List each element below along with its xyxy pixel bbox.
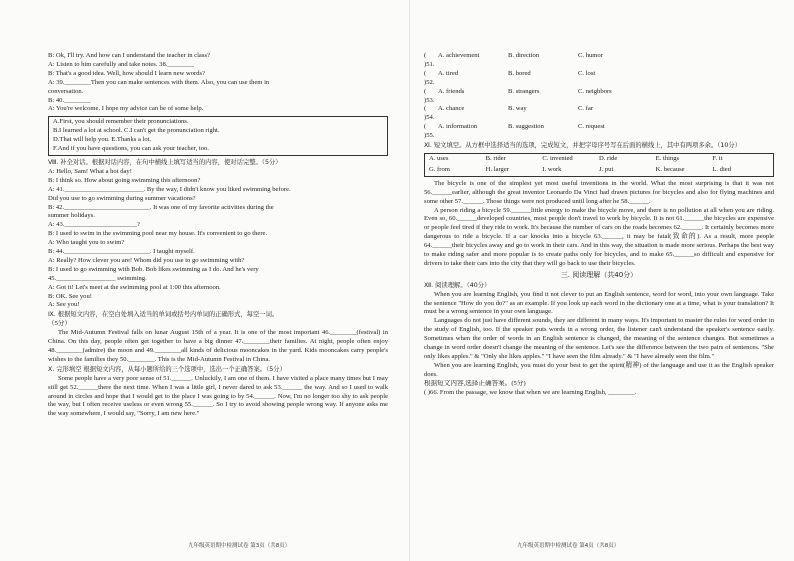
passage-paragraph: When you are learning English, you find it not clever to put an English sentence, word for word, into your own language. Take the sentence "How do you do?" as an example. If you look up each word in the dictionary one at a time, what is your translation? It must be a wrong sentence in your own language. [424,290,774,316]
dialogue-line: B: That's a good idea. Well, how should I learn new words? [48,69,205,77]
dialogue-line: A: Who taught you to swim? [48,239,125,247]
word-bank-item: K. because [655,165,685,173]
page-fold-divider [409,0,410,561]
dialogue-line: conversation. [48,87,84,95]
answer-choice: C. lost [578,69,596,77]
cloze-option-row [424,123,774,141]
answer-choice: B. suggestion [508,123,544,131]
question-number: ( )51. [424,52,435,68]
word-bank-item: G. from [429,165,450,173]
cloze-passage: Some people have a very poor sense of 51.______. Unluckily, I am one of them. I have visited a place many times but I may still get 52.______there the next time. When I was a little girl, I never dared to ask 53.______ the way. And so I used to walk around in circles and hope that I would get to the place I was going to by 54.______. Now, I'm no longer too shy to ask people the way, but I often receive useless or even wrong 55.______. So I try to avoid showing people wrong way. If anyone asks me the way somewhere, I would say, "Sorry, I am new here." [48,374,388,418]
bicycle-passage [424,180,774,269]
answer-choice: A. achievement [438,52,480,59]
mid-autumn-passage: The Mid-Autumn Festival falls on lunar August 15th of a year. It is one of the most important 46.________(festival) in China. On this day, people often get together to have a big dinner 47.________their families. At night, people often enjoy 48.________(admire) the moon and 49.________all kinds of delicious mooncakes in the yard. Kids mooncakes carry people's wishes to the families they 50.________. This is the Mid-Autumn Festival in China. [48,329,388,363]
section-heading-word-forms: Ⅸ. 根据短文内容，在空白处填入适当的单词或括号内单词的正确形式，每空一词。 [48,311,279,319]
dialogue-line: A: Really? How clever you are! Whom did you use to go swimming with? [48,256,245,264]
dialogue-line: A: Hello, Sam! What a hot day! [48,167,132,175]
page-footer-left: 九年级英语期中检测试卷 第3页（共8页） [188,543,291,549]
options-box [48,116,388,156]
answer-choice: C. far [578,105,594,113]
answer-choice: B. way [508,105,527,113]
dialogue-line: B: Ok, I'll try. And how can I understand the teacher in class? [48,52,210,59]
page-footer-right: 九年级英语期中检测试卷 第4页（共8页） [517,543,620,549]
answer-choice: A. chance [438,105,465,113]
answer-choice: C. neighbors [578,87,612,95]
cloze-option-row [424,88,774,106]
reading-passage [424,291,774,380]
option-line: D.That will help you. E.Thanks a lot. [53,136,152,144]
word-bank-item: D. ride [599,154,618,162]
question-number: ( )53. [424,87,435,104]
answer-choice: B. strangers [508,87,540,95]
option-line: A.First, you should remember their pronunciations. [53,118,189,126]
cloze-options-list [424,52,774,141]
dialogue-line: B: I used to go swimming with Bob. Bob likes swimming as I do. And he's very [48,265,259,273]
passage-paragraph: Languages do not just have different sounds, they are different in many ways. It's important to master the rules for word order in the study of English, too. If the speaker puts words in a wrong order, the listener can't understand the speaker's sentence easily. Sometimes when the order of words in an English sentence is changed, the meaning of the sentence changes. But sometimes a change in word order doesn't change the meaning of the sentence. Let's see the difference between the two pairs of sentences. "She only likes apples." & "Only she likes apples." "I have seen the film already." & "I have already seen the film." [424,317,774,360]
word-bank-item: B. rider [485,154,506,162]
word-bank-item: F. it [712,154,723,162]
answer-choice: A. friends [438,87,465,95]
option-line: B.I learned a lot at school. C.I can't get the pronunciation right. [53,127,220,135]
answer-choice: B. direction [508,52,540,59]
answer-choice: C. request [578,123,605,131]
passage-paragraph: The bicycle is one of the simplest yet most useful inventions in the world. What the most surprising is that it was not 56.______earlier, although the great inventor Leonardo Da Vinci had drawn pictures for bicycles and also for flying machines and some other 57.______. Those things were not produced until long after he 58.______. [424,179,774,205]
section-heading-complete-dialogue: Ⅷ. 补全对话。根据对话内容，在句中横线上填写适当的内容，使对话完整。（5分） [48,158,282,166]
word-bank-item: C. invented [542,154,573,162]
question-number: ( )52. [424,69,435,86]
section9-score: （5分） [48,320,72,328]
answer-choice: A. tired [438,69,459,77]
reading-instructions: 根据短文内容,选择正确答案。(5分) [424,379,526,387]
word-bank-item: H. larger [485,165,509,173]
dialogue-line: 45.__________________ swimming. [48,274,147,282]
answer-choice: B. bored [508,69,531,77]
section-heading-reading: Ⅻ. 阅读理解。（40分） [424,281,491,289]
left-page [48,52,388,419]
word-bank-item: I. work [542,165,562,173]
cloze-option-row [424,105,774,123]
answer-choice: A. information [438,123,478,131]
dialogue-line: B: 42.__________________________. It was one of my favorite activities during the [48,203,274,211]
passage-paragraph: When you are learning English, you must do your best to get the spirit(精神) of the language and use it as the English speaker does. [424,361,774,378]
question-number: ( )54. [424,105,435,122]
dialogue-line: Did you use to go swimming during summer vacations? [48,194,196,202]
section-heading-cloze: Ⅹ. 完形填空 根据短文内容，从每小题所给的三个选项中，选出一个正确答案。（5分） [48,365,286,373]
passage-paragraph: A person riding a bicycle 59.______little energy to make the bicycle move, and there is no pollution at all when you are riding. Even so, 60.______developed countries, most people don't travel to work by bicycle. It is not 61.______the bicycles are expensive or people feel tired if they ride to work. It's because the number of cars on the roads becomes 62.______. It certainly becomes more dangerous to ride a bicycle. If a car knocks into a bicycle 63.______, it may be fatal(致命的). As a result, more people 64.______their bicycles away and go to work in their cars. And in this way, the situation is made more serious. Perhaps the best way to make riding safer and more popular is to create paths only for bicycles, and to make 65.______so difficult and expensive for drivers to take their cars into the city that they will go back to use their bicycles. [424,206,774,267]
dialogue-line: B: I think so. How about going swimming this afternoon? [48,176,201,184]
part-three-title: 三. 阅读理解（共40分） [560,270,638,279]
dialogue-continuation [48,52,388,114]
dialogue-line: B: 40.________ [48,96,91,104]
right-page [424,52,774,398]
dialogue-line: B: OK. See you! [48,292,92,300]
word-bank-item: E. things [655,154,680,162]
dialogue-line: A: 39.________Then you can make sentences with them. Also, you can use them in [48,78,270,86]
question-66: ( )66. From the passage, we know that when we are learning English, ________. [424,388,637,396]
word-bank-item: A. uses [429,154,449,162]
dialogue-line: A: See you! [48,301,80,309]
cloze-option-row [424,52,774,70]
dialogue-section8 [48,168,388,311]
word-bank-item: J. put [599,165,614,173]
dialogue-line: A: You're welcome. I hope my advice can be of some help. [48,105,204,113]
dialogue-line: A: Got it! Let's meet at the swimming pool at 1:00 this afternoon. [48,283,221,291]
option-line: F.And if you have questions, you can ask your teacher, too. [53,145,209,153]
question-number: ( )55. [424,123,435,140]
dialogue-line: B: I used to swim in the swimming pool near my house. It's convenient to go there. [48,230,268,238]
dialogue-line: B: 44.__________________________. I taught myself. [48,248,195,256]
dialogue-line: A: 43.______________________? [48,221,140,229]
word-bank-box [424,153,774,177]
dialogue-line: A: 41.________________________. By the way, I didn't know you liked swimming before. [48,185,291,193]
dialogue-line: A: Listen to him carefully and take notes. 38.________ [48,60,194,68]
word-bank-item: L. died [712,165,732,173]
answer-choice: C. humor [578,52,603,59]
dialogue-line: summer holidays. [48,212,95,220]
cloze-option-row [424,70,774,88]
section-heading-word-fill: Ⅺ. 短文填空。从方框中选择适当的选项，完成短文，并把字母序号写在后面的横线上，其中有两项多余。（10分） [424,142,741,150]
